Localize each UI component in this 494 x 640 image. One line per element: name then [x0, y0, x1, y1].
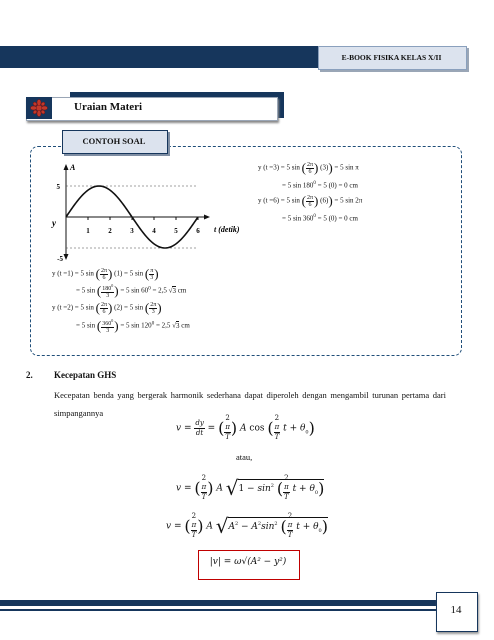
- calc-right-4: = 5 $\sin 360^0 = 5$ (0) = 0 cm: [282, 214, 358, 223]
- calc-line-3: y (t =2) = 5 sin ( $\frac{2\pi}{6}$ ) (2) = 5 sin ( $\frac{2\pi}{3}$ ): [52, 300, 162, 315]
- sine-graph: [44, 162, 284, 262]
- y-tick-bottom: -5: [57, 255, 63, 262]
- atau-text: atau,: [236, 452, 253, 462]
- calc-right-3: y (t =6) = 5 sin ( $\frac{2\pi}{6}$ ) (6)) = 5 sin 2π: [258, 193, 363, 208]
- subsection-number: 2.: [26, 370, 33, 380]
- example-label: CONTOH SOAL: [82, 136, 146, 146]
- x-tick: 5: [174, 227, 178, 235]
- x-tick: 4: [152, 227, 156, 235]
- velocity-paragraph: Kecepatan benda yang bergerak harmonik sederhana dapat diperoleh dengan mengambil turunan pertama dari simpangannya: [54, 390, 446, 418]
- flower-icon: [28, 99, 50, 117]
- calc-right-2: = 5 $\sin 180^0 = 5$ (0) = 0 cm: [282, 181, 358, 190]
- y-axis-label: y: [52, 218, 56, 228]
- calc-line-2: = 5 sin ( $\frac{180^0}{3}$ ) = 5 $\sin 60^0 = 2,5$ √3 cm: [76, 283, 187, 299]
- x-tick: 1: [86, 227, 90, 235]
- x-axis-label: t (detik): [214, 225, 240, 234]
- equation-velocity: v = $\frac{dy}{dt}$ = ( 2 π T ) A cos ( 2 π T $t + \theta_0$): [176, 414, 315, 441]
- x-tick: 3: [130, 227, 134, 235]
- calc-line-4: = 5 sin ( $\frac{360^0}{3}$ ) = 5 $\sin 120^0 = 2,5$ √3 cm: [76, 318, 190, 334]
- calc-line-1: y (t =1) = 5 sin ( $\frac{2\pi}{6}$ ) (1) = 5 sin ( $\frac{\pi}{3}$ ): [52, 266, 159, 281]
- y-tick-top: 5: [56, 183, 60, 191]
- result-equation: |v| = ω√(A² − y²): [209, 557, 287, 567]
- equation-velocity-2: v = ( 2 π T ) A $√1 - \sin^2$ ( 2 π T $t + \theta_0$): [176, 474, 325, 501]
- footer-bar-2: [0, 609, 438, 611]
- page-number: 14: [450, 604, 462, 616]
- calc-right-1: y (t =3) = 5 sin ( $\frac{2\pi}{6}$ ) (3)) = 5 sin π: [258, 160, 359, 175]
- subsection-heading: Kecepatan GHS: [54, 370, 117, 380]
- x-tick: 6: [196, 227, 200, 235]
- section-title: Uraian Materi: [74, 101, 143, 113]
- y-amp-label: A: [70, 163, 76, 172]
- x-tick: 2: [108, 227, 112, 235]
- header-title: E-BOOK FISIKA KELAS X/II: [341, 53, 442, 62]
- footer-bar: [0, 600, 438, 606]
- equation-velocity-3: v = ( 2 π T ) A $√A^2 - A^2\sin^2$ ( 2 π T $t + \theta_0$): [166, 512, 328, 539]
- section-banner: [26, 97, 278, 121]
